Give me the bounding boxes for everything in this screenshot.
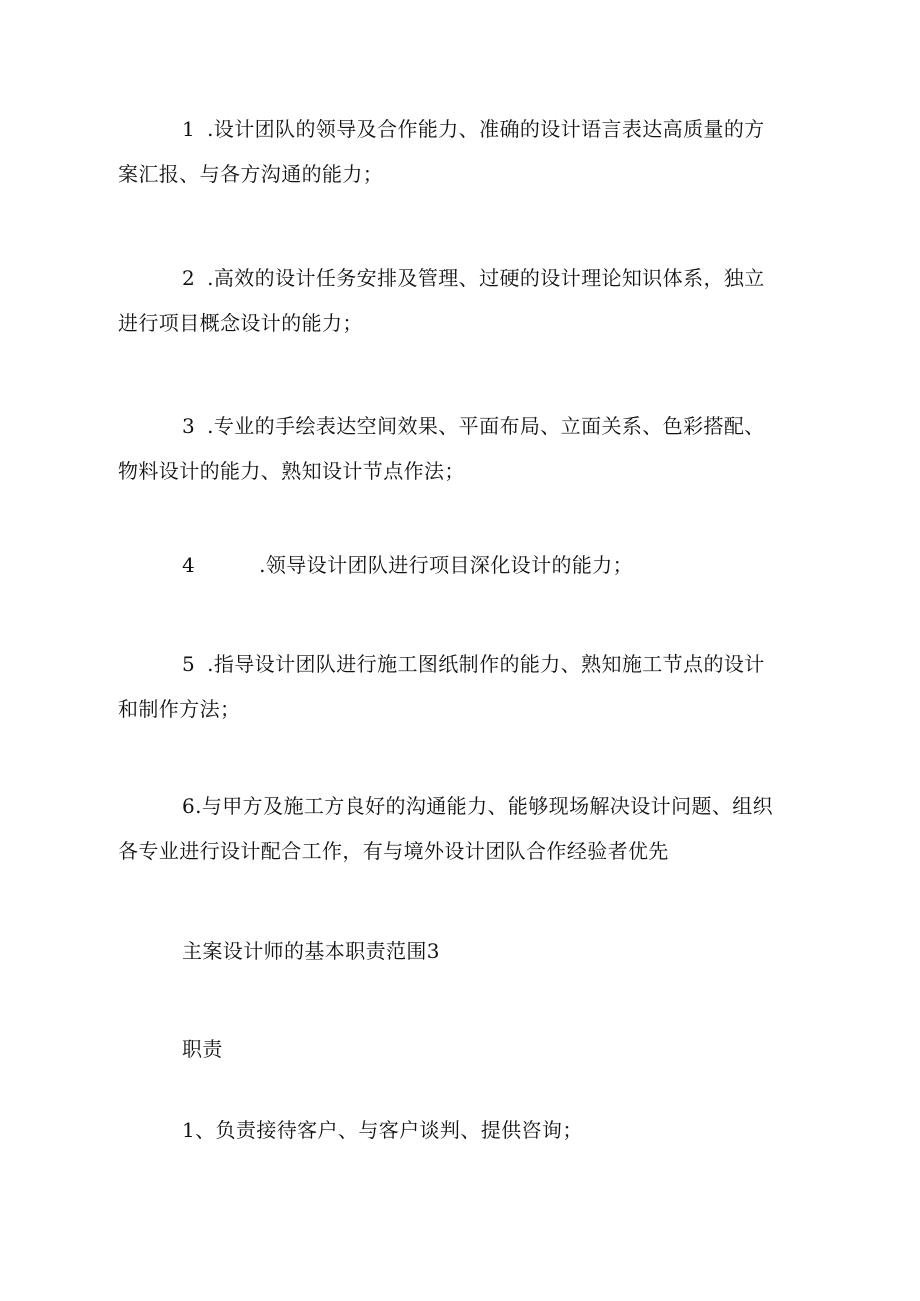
list-item-3	[118, 404, 808, 494]
list-item-4	[118, 543, 808, 588]
item-number: 3	[182, 414, 196, 438]
item-text-line2: 物料设计的能力、熟知设计节点作法；	[118, 459, 465, 483]
item-text-line2: 各专业进行设计配合工作，有与境外设计团队合作经验者优先	[118, 839, 669, 863]
item-text-line2: 和制作方法；	[118, 697, 241, 721]
item-number: 5	[182, 652, 196, 676]
item-number: 2	[182, 266, 196, 290]
list-item-6	[118, 784, 808, 874]
item-number: 4	[182, 553, 196, 577]
item-text-line1: .领导设计团队进行项目深化设计的能力；	[259, 553, 634, 577]
section-heading: 主案设计师的基本职责范围3	[182, 939, 440, 963]
item-text-line1: 6.与甲方及施工方良好的沟通能力、能够现场解决设计问题、组织	[182, 794, 774, 818]
subheading: 职责	[182, 1037, 223, 1061]
list-item-1	[118, 107, 808, 197]
item-text-line1: .设计团队的领导及合作能力、准确的设计语言表达高质量的方	[207, 117, 765, 141]
item-text-line1: .高效的设计任务安排及管理、过硬的设计理论知识体系，独立	[207, 266, 765, 290]
item-text-line2: 进行项目概念设计的能力；	[118, 311, 363, 335]
list-item-2	[118, 256, 808, 346]
item-number: 1	[182, 117, 196, 141]
duty-item-1: 1、负责接待客户、与客户谈判、提供咨询；	[182, 1118, 583, 1142]
item-text-line1: .专业的手绘表达空间效果、平面布局、立面关系、色彩搭配、	[207, 414, 765, 438]
list-item-5	[118, 642, 808, 732]
item-text-line1: .指导设计团队进行施工图纸制作的能力、熟知施工节点的设计	[207, 652, 765, 676]
item-text-line2: 案汇报、与各方沟通的能力；	[118, 162, 384, 186]
